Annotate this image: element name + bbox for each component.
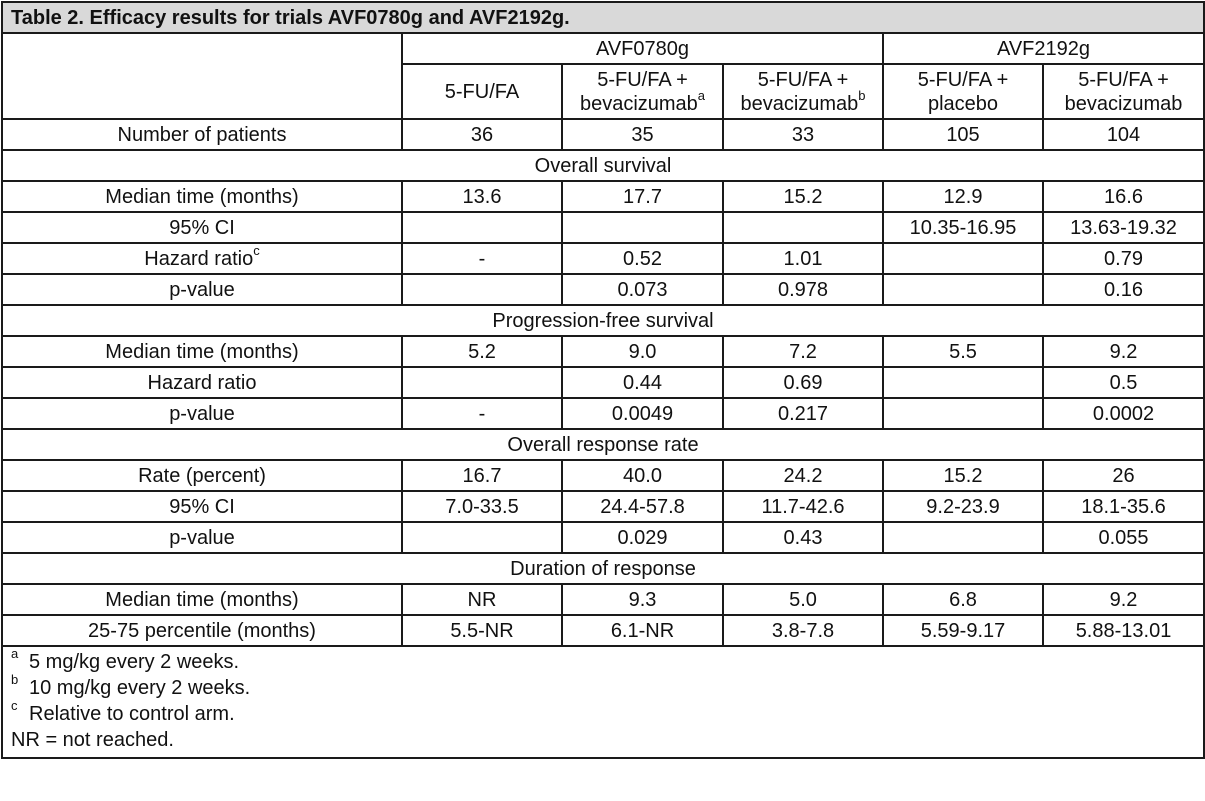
table-cell: 0.44 <box>562 367 723 398</box>
table-caption: Table 2. Efficacy results for trials AVF0780g and AVF2192g. <box>2 2 1204 33</box>
table-cell: 5.59-9.17 <box>883 615 1043 646</box>
table-cell: 0.0002 <box>1043 398 1204 429</box>
row-label <box>2 522 402 553</box>
footnote <box>11 646 1197 675</box>
table-cell <box>883 522 1043 553</box>
footnote-text: NR = not reached. <box>11 729 174 751</box>
section-header-row <box>2 553 1204 584</box>
table-row <box>2 491 1204 522</box>
table-cell: 5.2 <box>402 336 562 367</box>
arm-header-line1: 5-FU/FA <box>444 80 520 103</box>
footnote-marker: b <box>11 672 19 688</box>
table-cell <box>723 212 883 243</box>
arm-header-line2: placebo <box>927 92 999 115</box>
table-cell: 104 <box>1043 119 1204 150</box>
table-cell: 5.0 <box>723 584 883 615</box>
footnote-marker: c <box>11 698 18 714</box>
row-label <box>2 119 402 150</box>
table-row <box>2 181 1204 212</box>
section-title: Overall survival <box>2 150 1204 181</box>
table-cell <box>883 274 1043 305</box>
table-cell: 9.2-23.9 <box>883 491 1043 522</box>
footnote <box>11 698 1197 727</box>
table-cell: 9.0 <box>562 336 723 367</box>
row-label-text: Hazard ratio <box>144 247 254 270</box>
arm-header-line2-wrap <box>1048 92 1199 116</box>
table-cell: - <box>402 243 562 274</box>
table-cell: - <box>402 398 562 429</box>
footnote-marker: a <box>11 646 19 662</box>
table-cell <box>883 398 1043 429</box>
table-cell: 17.7 <box>562 181 723 212</box>
table-cell <box>562 212 723 243</box>
row-label-text: p-value <box>169 278 235 301</box>
trial-header-avf0780g: AVF0780g <box>402 33 883 64</box>
section-title: Progression-free survival <box>2 305 1204 336</box>
row-label-text: Hazard ratio <box>147 371 257 394</box>
arm-header-line1: 5-FU/FA + <box>597 68 688 91</box>
table-cell: 0.69 <box>723 367 883 398</box>
table-cell: 0.16 <box>1043 274 1204 305</box>
table-cell: 0.43 <box>723 522 883 553</box>
table-cell: 0.978 <box>723 274 883 305</box>
row-label-text: p-value <box>169 402 235 425</box>
section-header-row <box>2 305 1204 336</box>
section-title: Duration of response <box>2 553 1204 584</box>
row-label <box>2 398 402 429</box>
footnote-text: Relative to control arm. <box>29 703 235 725</box>
table-row <box>2 274 1204 305</box>
table-cell: 40.0 <box>562 460 723 491</box>
table-cell: 5.5-NR <box>402 615 562 646</box>
row-label-text: Number of patients <box>117 123 287 146</box>
table-cell <box>883 243 1043 274</box>
table-cell: 12.9 <box>883 181 1043 212</box>
row-label <box>2 243 402 274</box>
footnote-mark-wrap <box>11 698 29 727</box>
corner-cell <box>2 33 402 119</box>
table-cell: 9.3 <box>562 584 723 615</box>
table-cell: 36 <box>402 119 562 150</box>
table-cell: 10.35-16.95 <box>883 212 1043 243</box>
arm-header-3 <box>723 64 883 119</box>
arm-header-5 <box>1043 64 1204 119</box>
table-cell: 13.63-19.32 <box>1043 212 1204 243</box>
table-row <box>2 398 1204 429</box>
table-cell: 7.2 <box>723 336 883 367</box>
row-label <box>2 274 402 305</box>
table-cell: 9.2 <box>1043 336 1204 367</box>
table-cell: 7.0-33.5 <box>402 491 562 522</box>
table-cell: 15.2 <box>723 181 883 212</box>
table-cell: 35 <box>562 119 723 150</box>
row-label <box>2 584 402 615</box>
row-label-text: Median time (months) <box>105 340 299 363</box>
table-cell: 0.055 <box>1043 522 1204 553</box>
caption-row <box>2 2 1204 33</box>
footnote-marker: b <box>858 87 866 103</box>
table-cell: 0.217 <box>723 398 883 429</box>
table-cell: 33 <box>723 119 883 150</box>
table-cell: 5.5 <box>883 336 1043 367</box>
table-row <box>2 336 1204 367</box>
arm-header-line1: 5-FU/FA + <box>1078 68 1169 91</box>
section-header-row <box>2 150 1204 181</box>
table-cell <box>402 522 562 553</box>
row-label <box>2 212 402 243</box>
table-cell: 0.0049 <box>562 398 723 429</box>
footnote-marker: a <box>697 87 706 103</box>
table-cell: 0.79 <box>1043 243 1204 274</box>
table-cell: 9.2 <box>1043 584 1204 615</box>
arm-header-1 <box>402 64 562 119</box>
arm-header-4 <box>883 64 1043 119</box>
row-label <box>2 615 402 646</box>
table-cell: 0.029 <box>562 522 723 553</box>
table-row <box>2 367 1204 398</box>
trial-header-avf2192g: AVF2192g <box>883 33 1204 64</box>
row-label <box>2 181 402 212</box>
table-cell <box>402 212 562 243</box>
table-row <box>2 243 1204 274</box>
arm-header-line1: 5-FU/FA + <box>917 68 1009 91</box>
table-cell: 24.4-57.8 <box>562 491 723 522</box>
table-cell: 13.6 <box>402 181 562 212</box>
row-label <box>2 460 402 491</box>
table-cell <box>402 274 562 305</box>
trial-header-row <box>2 33 1204 64</box>
table-cell: 6.1-NR <box>562 615 723 646</box>
arm-header-line2-wrap <box>728 87 878 116</box>
table-cell: 5.88-13.01 <box>1043 615 1204 646</box>
table-cell: 6.8 <box>883 584 1043 615</box>
row-label-text: 25-75 percentile (months) <box>88 619 316 642</box>
row-label-text: Median time (months) <box>105 185 299 208</box>
arm-header-line2: bevacizumab <box>1064 92 1183 115</box>
table-row <box>2 522 1204 553</box>
footnotes-row <box>2 646 1204 758</box>
footnote-text: 10 mg/kg every 2 weeks. <box>29 677 251 699</box>
table-cell: 0.52 <box>562 243 723 274</box>
table-cell: 3.8-7.8 <box>723 615 883 646</box>
arm-header-line2-wrap <box>888 92 1038 116</box>
table-cell: 1.01 <box>723 243 883 274</box>
arm-header-line1: 5-FU/FA + <box>757 68 849 91</box>
table-row <box>2 460 1204 491</box>
table-cell <box>883 367 1043 398</box>
patients-row <box>2 119 1204 150</box>
row-label <box>2 491 402 522</box>
section-title: Overall response rate <box>2 429 1204 460</box>
table-cell <box>402 367 562 398</box>
arm-header-line2: bevacizumab <box>579 92 698 115</box>
table-cell: NR <box>402 584 562 615</box>
table-row <box>2 615 1204 646</box>
footnote-text: 5 mg/kg every 2 weeks. <box>29 651 240 673</box>
footnote-marker: c <box>253 242 260 258</box>
table-cell: 24.2 <box>723 460 883 491</box>
table-cell: 16.7 <box>402 460 562 491</box>
table-cell: 16.6 <box>1043 181 1204 212</box>
table-cell: 0.073 <box>562 274 723 305</box>
table-row <box>2 584 1204 615</box>
section-header-row <box>2 429 1204 460</box>
arm-header-line2: bevacizumab <box>740 92 859 115</box>
arm-header-line2-wrap <box>567 87 718 116</box>
table-cell: 0.5 <box>1043 367 1204 398</box>
table-cell: 26 <box>1043 460 1204 491</box>
table-cell: 15.2 <box>883 460 1043 491</box>
footnotes <box>2 646 1204 758</box>
row-label <box>2 367 402 398</box>
table-cell: 11.7-42.6 <box>723 491 883 522</box>
table-row <box>2 212 1204 243</box>
footnote <box>11 672 1197 701</box>
row-label <box>2 336 402 367</box>
row-label-text: Rate (percent) <box>138 464 266 487</box>
arm-header-2 <box>562 64 723 119</box>
row-label-text: 95% CI <box>169 216 235 239</box>
row-label-text: 95% CI <box>169 495 235 518</box>
table-cell: 105 <box>883 119 1043 150</box>
row-label-text: p-value <box>169 526 235 549</box>
row-label-text: Median time (months) <box>105 588 299 611</box>
footnote <box>11 727 1197 753</box>
table-cell: 18.1-35.6 <box>1043 491 1204 522</box>
efficacy-table <box>1 1 1205 759</box>
